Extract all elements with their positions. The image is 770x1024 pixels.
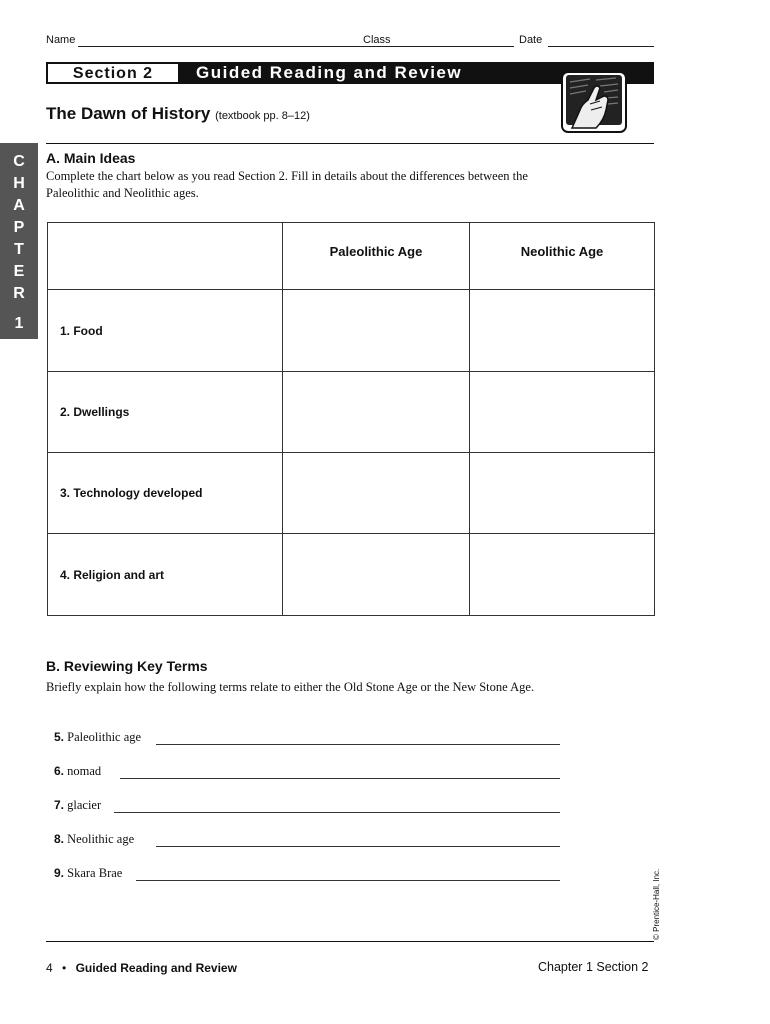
section-label: Section 2 [46, 62, 180, 84]
name-label: Name [46, 34, 76, 46]
key-term-answer-line[interactable] [156, 846, 560, 847]
page-title-main: The Dawn of History [46, 104, 211, 123]
key-term-number: 5. [54, 730, 65, 744]
copyright-text: © Prentice-Hall, Inc. [652, 868, 661, 940]
chart-header-paleolithic: Paleolithic Age [283, 223, 470, 290]
page-title [46, 104, 310, 124]
chart-cell-neolithic-food[interactable] [470, 290, 655, 372]
section-banner: Guided Reading and Review [180, 62, 654, 84]
footer-title: Guided Reading and Review [75, 961, 237, 975]
key-term-answer-line[interactable] [114, 812, 560, 813]
key-term-label: Neolithic age [67, 832, 135, 846]
comparison-chart [47, 222, 655, 616]
class-field[interactable] [392, 46, 514, 47]
name-field[interactable] [78, 46, 404, 47]
page-number: 4 [46, 961, 53, 975]
chapter-letter: T [14, 241, 24, 258]
key-term-number: 9. [54, 866, 65, 880]
chapter-number: 1 [14, 315, 24, 332]
chapter-letter: C [13, 153, 25, 170]
copyright-notice [652, 862, 732, 942]
page-title-sub: (textbook pp. 8–12) [215, 110, 310, 122]
key-term-item [54, 866, 560, 884]
key-term-item [54, 798, 560, 816]
key-term-item [54, 764, 560, 782]
date-label: Date [519, 34, 543, 46]
footer-chapter-section: Chapter 1 Section 2 [538, 960, 649, 974]
key-term-answer-line[interactable] [136, 880, 560, 881]
chart-cell-paleolithic-technology[interactable] [283, 453, 470, 534]
chapter-letter: E [13, 263, 25, 280]
footer-bullet: • [62, 961, 67, 975]
key-term-label: Paleolithic age [67, 730, 142, 744]
chapter-letter: A [13, 197, 25, 214]
chart-row-label: 2. Dwellings [48, 372, 283, 453]
key-term-item [54, 730, 560, 748]
key-term-number: 8. [54, 832, 65, 846]
key-term-answer-line[interactable] [120, 778, 560, 779]
chart-row-label: 4. Religion and art [48, 534, 283, 616]
key-term-label: glacier [67, 798, 102, 812]
part-a-instructions: Complete the chart below as you read Section 2. Fill in details about the differences between the Paleolithic and Neolithic ages. [46, 169, 528, 200]
key-term-number: 7. [54, 798, 65, 812]
chapter-letter: H [13, 175, 25, 192]
chart-cell-paleolithic-religion[interactable] [283, 534, 470, 616]
chart-cell-paleolithic-dwellings[interactable] [283, 372, 470, 453]
chart-row-label: 3. Technology developed [48, 453, 283, 534]
chapter-tab [0, 143, 38, 339]
date-field[interactable] [548, 46, 654, 47]
chapter-letter: P [13, 219, 25, 236]
student-info-line [46, 34, 654, 50]
class-label: Class [363, 34, 391, 46]
chart-row-label: 1. Food [48, 290, 283, 372]
title-divider [46, 143, 654, 144]
part-a-heading: A. Main Ideas [46, 150, 136, 166]
chart-cell-neolithic-dwellings[interactable] [470, 372, 655, 453]
chart-header-blank [48, 223, 283, 290]
key-term-answer-line[interactable] [156, 744, 560, 745]
chart-cell-neolithic-technology[interactable] [470, 453, 655, 534]
chart-header-neolithic: Neolithic Age [470, 223, 655, 290]
chart-cell-paleolithic-food[interactable] [283, 290, 470, 372]
pointing-hand-icon [560, 70, 628, 134]
footer-divider [46, 941, 654, 942]
key-term-label: nomad [67, 764, 102, 778]
chapter-letter: R [13, 285, 25, 302]
key-term-item [54, 832, 560, 850]
part-b-heading: B. Reviewing Key Terms [46, 658, 208, 674]
footer-left [46, 961, 237, 975]
key-term-number: 6. [54, 764, 65, 778]
key-term-label: Skara Brae [67, 866, 123, 880]
part-b-instructions: Briefly explain how the following terms relate to either the Old Stone Age or the New Stone Age. [46, 680, 535, 694]
chart-cell-neolithic-religion[interactable] [470, 534, 655, 616]
